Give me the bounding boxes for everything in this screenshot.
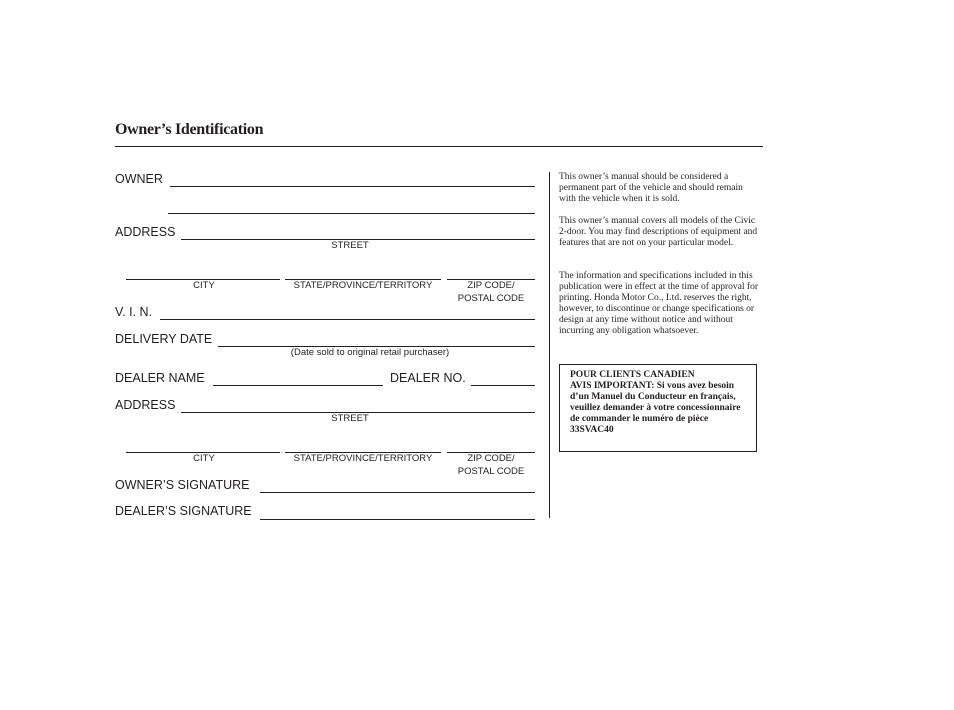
vin-label: V. I. N. — [115, 305, 153, 319]
postal-label: POSTAL CODE — [457, 293, 525, 304]
dealer-signature-field[interactable] — [260, 519, 535, 520]
dealer-zip-label: ZIP CODE/ — [467, 453, 515, 464]
state-label: STATE/PROVINCE/TERRITORY — [293, 280, 433, 291]
address-label: ADDRESS — [115, 225, 176, 239]
zip-label: ZIP CODE/ — [467, 280, 515, 291]
canadian-notice-body: AVIS IMPORTANT: Si vous avez besoin d’un Manuel du Conducteur en français, veuillez demander à votre concessionnaire de commander le numéro de pièce 33SVAC40 — [570, 381, 741, 435]
canadian-notice-box — [559, 364, 757, 452]
dealer-street-label: STREET — [331, 413, 369, 424]
owner-field-line2[interactable] — [168, 213, 535, 214]
dealer-state-label: STATE/PROVINCE/TERRITORY — [293, 453, 433, 464]
dealer-name-label: DEALER NAME — [115, 371, 205, 385]
dealer-no-label: DEALER NO. — [390, 371, 466, 385]
canadian-notice-heading: POUR CLIENTS CANADIEN — [570, 370, 695, 380]
city-label: CITY — [193, 280, 215, 291]
dealer-city-label: CITY — [193, 453, 215, 464]
note-paragraph-2: This owner’s manual covers all models of the Civic 2-door. You may find descriptions of equipment and features that are not on your particular model. — [559, 216, 758, 248]
page-title: Owner’s Identification — [115, 121, 264, 138]
street-label: STREET — [331, 240, 369, 251]
owner-field[interactable] — [170, 186, 535, 187]
dealer-postal-label: POSTAL CODE — [457, 466, 525, 477]
note-paragraph-1: This owner’s manual should be considered a permanent part of the vehicle and should remain with the vehicle when it is sold. — [559, 172, 743, 204]
dealer-no-field[interactable] — [471, 385, 535, 386]
dealer-name-field[interactable] — [213, 385, 383, 386]
owner-signature-label: OWNER’S SIGNATURE — [115, 478, 250, 492]
delivery-note: (Date sold to original retail purchaser) — [290, 347, 450, 358]
owner-signature-field[interactable] — [260, 492, 535, 493]
dealer-signature-label: DEALER’S SIGNATURE — [115, 504, 252, 518]
delivery-date-label: DELIVERY DATE — [115, 332, 213, 346]
dealer-address-label: ADDRESS — [115, 398, 176, 412]
column-divider — [549, 172, 550, 518]
vin-field[interactable] — [160, 319, 535, 320]
title-rule — [115, 146, 763, 147]
note-paragraph-3: The information and specifications included in this publication were in effect at the time of approval for printing. Honda Motor Co., Ltd. reserves the right, however, to discontinue or change specifications or design at any time without notice and without incurring any obligation whatsoever. — [559, 271, 758, 336]
owner-label: OWNER — [115, 172, 163, 186]
